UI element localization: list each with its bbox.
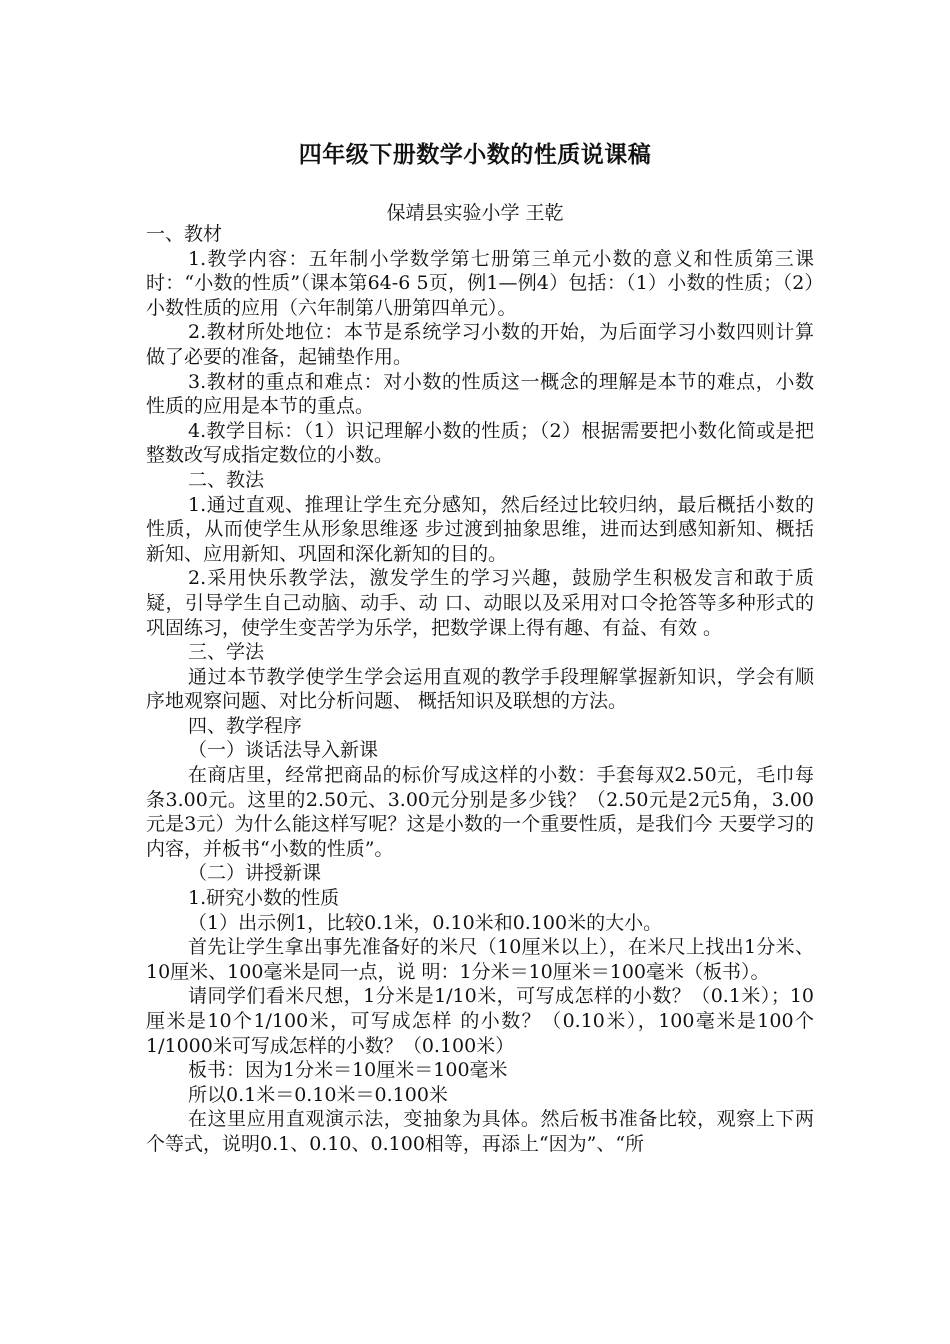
paragraph: 在这里应用直观演示法，变抽象为具体。然后板书准备比较，观察上下两个等式，说明0.1、0.10、0.100相等，再添上“因为”、“所: [146, 1108, 814, 1155]
subsection-heading: （二）讲授新课: [188, 862, 322, 885]
document-author: 保靖县实验小学 王乾: [386, 202, 564, 224]
document-title: 四年级下册数学小数的性质说课稿: [298, 142, 652, 168]
paragraph: 3.教材的重点和难点：对小数的性质这一概念的理解是本节的难点，小数性质的应用是本节的重点。: [146, 370, 814, 418]
subsection-heading: （一）谈话法导入新课: [188, 739, 379, 762]
paragraph: 4.教学目标：（1）识记理解小数的性质；（2）根据需要把小数化简或是把整数改写成指定数位的小数。: [146, 419, 814, 467]
paragraph: 1.研究小数的性质: [188, 887, 340, 910]
section-heading: 二、教法: [188, 468, 265, 491]
paragraph: 2.采用快乐教学法，激发学生的学习兴趣，鼓励学生积极发言和敢于质疑，引导学生自己动脑、动手、动 口、动眼以及采用对口令抢答等多种形式的巩固练习，使学生变苦学为乐学，把数学课上得有趣、有益、有效 。: [146, 567, 814, 639]
paragraph: 通过本节教学使学生学会运用直观的教学手段理解掌握新知识，学会有顺序地观察问题、对比分析问题、 概括知识及联想的方法。: [146, 665, 814, 713]
paragraph: （1）出示例1，比较0.1米，0.10米和0.100米的大小。: [188, 911, 663, 934]
paragraph: 请同学们看米尺想，1分米是1/10米，可写成怎样的小数？（0.1米）；10厘米是10个1/100米，可写成怎样 的小数？（0.10米），100毫米是100个1/1000米可写成怎样的小数？（0.100米）: [146, 985, 814, 1057]
section-heading: 四、教学程序: [188, 714, 303, 737]
paragraph: 首先让学生拿出事先准备好的米尺（10厘米以上），在米尺上找出1分米、10厘米、100毫米是同一点，说 明：1分米＝10厘米＝100毫米（板书）。: [146, 936, 814, 983]
paragraph: 在商店里，经常把商品的标价写成这样的小数：手套每双2.50元，毛巾每条3.00元。这里的2.50元、3.00元分别是多少钱？（2.50元是2元5角，3.00元是3元）为什么能这样写呢？这是小数的一个重要性质，是我们今 天要学习的内容，并板书“小数的性质”。: [146, 764, 814, 860]
paragraph: 一、教材: [146, 223, 223, 245]
paragraph: 板书：因为1分米＝10厘米＝100毫米: [188, 1059, 508, 1082]
paragraph: 1.教学内容：五年制小学数学第七册第三单元小数的意义和性质第三课时：“小数的性质”（课本第64-6 5页，例1—例4）包括：（1）小数的性质；（2）小数性质的应用（六年制第八册第四单元）。: [146, 247, 814, 319]
document-body: [146, 222, 814, 1157]
section-heading: 三、学法: [188, 641, 265, 664]
paragraph: 所以0.1米＝0.10米＝0.100米: [188, 1083, 448, 1106]
paragraph: 2.教材所处地位：本节是系统学习小数的开始，为后面学习小数四则计算做了必要的准备，起铺垫作用。: [146, 321, 814, 368]
paragraph: 1.通过直观、推理让学生充分感知，然后经过比较归纳，最后概括小数的性质，从而使学生从形象思维逐 步过渡到抽象思维，进而达到感知新知、概括新知、应用新知、巩固和深化新知的目的。: [146, 493, 814, 565]
